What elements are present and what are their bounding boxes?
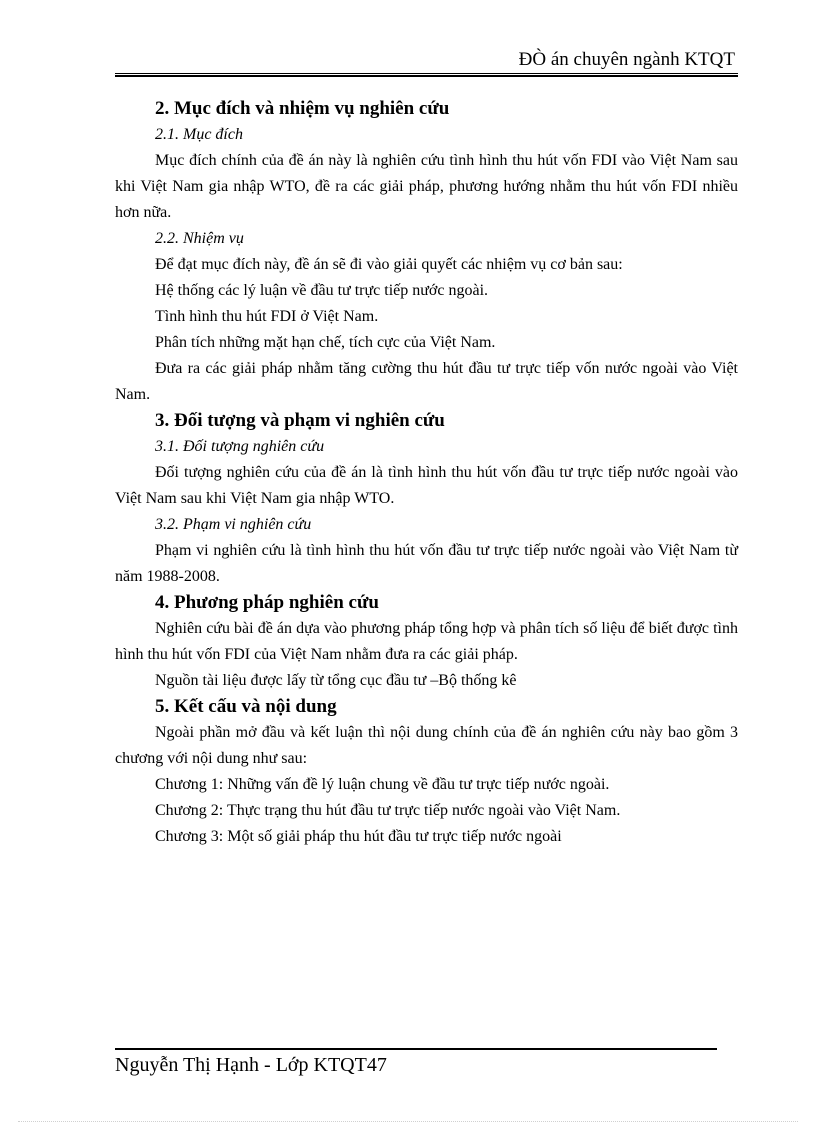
section-5-paragraph-1: Ngoài phần mở đầu và kết luận thì nội dung chính của đề án nghiên cứu này bao gồm 3 chương với nội dung như sau: bbox=[115, 724, 738, 767]
section-5-chapter-2: Chương 2: Thực trạng thu hút đầu tư trực tiếp nước ngoài vào Việt Nam. bbox=[155, 802, 621, 819]
section-5-chapter-1: Chương 1: Những vấn đề lý luận chung về đầu tư trực tiếp nước ngoài. bbox=[155, 776, 610, 793]
section-2-2-subheading: 2.2. Nhiệm vụ bbox=[155, 230, 244, 247]
section-2-2-item-4: Đưa ra các giải pháp nhằm tăng cường thu hút đầu tư trực tiếp vốn nước ngoài vào Việt Nam. bbox=[115, 360, 738, 403]
section-4-paragraph-2: Nguồn tài liệu được lấy từ tổng cục đầu tư –Bộ thống kê bbox=[155, 672, 517, 689]
footer-rule bbox=[115, 1048, 717, 1050]
section-3-2-subheading: 3.2. Phạm vi nghiên cứu bbox=[155, 516, 312, 533]
section-2-heading: 2. Mục đích và nhiệm vụ nghiên cứu bbox=[155, 98, 450, 119]
section-2-2-intro: Để đạt mục đích này, đề án sẽ đi vào giải quyết các nhiệm vụ cơ bản sau: bbox=[155, 256, 623, 273]
section-3-heading: 3. Đối tượng và phạm vi nghiên cứu bbox=[155, 410, 445, 431]
page-edge-divider bbox=[18, 1121, 798, 1122]
section-2-2-item-3: Phân tích những mặt hạn chế, tích cực của Việt Nam. bbox=[155, 334, 496, 351]
section-3-2-paragraph: Phạm vi nghiên cứu là tình hình thu hút vốn đầu tư trực tiếp nước ngoài vào Việt Nam từ năm 1988-2008. bbox=[115, 542, 738, 585]
section-4-heading: 4. Phương pháp nghiên cứu bbox=[155, 592, 379, 613]
section-2-2-item-2: Tình hình thu hút FDI ở Việt Nam. bbox=[155, 308, 379, 325]
footer-author: Nguyễn Thị Hạnh - Lớp KTQT47 bbox=[115, 1054, 387, 1076]
section-2-2-item-1: Hệ thống các lý luận về đầu tư trực tiếp nước ngoài. bbox=[155, 282, 489, 299]
section-5-chapter-3: Chương 3: Một số giải pháp thu hút đầu tư trực tiếp nước ngoài bbox=[155, 828, 562, 845]
document-body bbox=[115, 96, 738, 850]
section-5-heading: 5. Kết cấu và nội dung bbox=[155, 696, 337, 717]
header-double-rule bbox=[115, 73, 738, 77]
section-4-paragraph-1: Nghiên cứu bài đề án dựa vào phương pháp tổng hợp và phân tích số liệu để biết được tình hình thu hút vốn FDI của Việt Nam nhằm đưa ra các giải pháp. bbox=[115, 620, 738, 663]
section-2-1-paragraph: Mục đích chính của đề án này là nghiên cứu tình hình thu hút vốn FDI vào Việt Nam sau khi Việt Nam gia nhập WTO, đề ra các giải pháp, phương hướng nhằm thu hút vốn FDI nhiều hơn nữa. bbox=[115, 152, 738, 221]
page-header-title: ĐÒ án chuyên ngành KTQT bbox=[518, 49, 735, 70]
section-3-1-paragraph: Đối tượng nghiên cứu của đề án là tình hình thu hút vốn đầu tư trực tiếp nước ngoài vào Việt Nam sau khi Việt Nam gia nhập WTO. bbox=[115, 464, 738, 507]
section-2-1-subheading: 2.1. Mục đích bbox=[155, 126, 243, 143]
section-3-1-subheading: 3.1. Đối tượng nghiên cứu bbox=[155, 438, 325, 455]
